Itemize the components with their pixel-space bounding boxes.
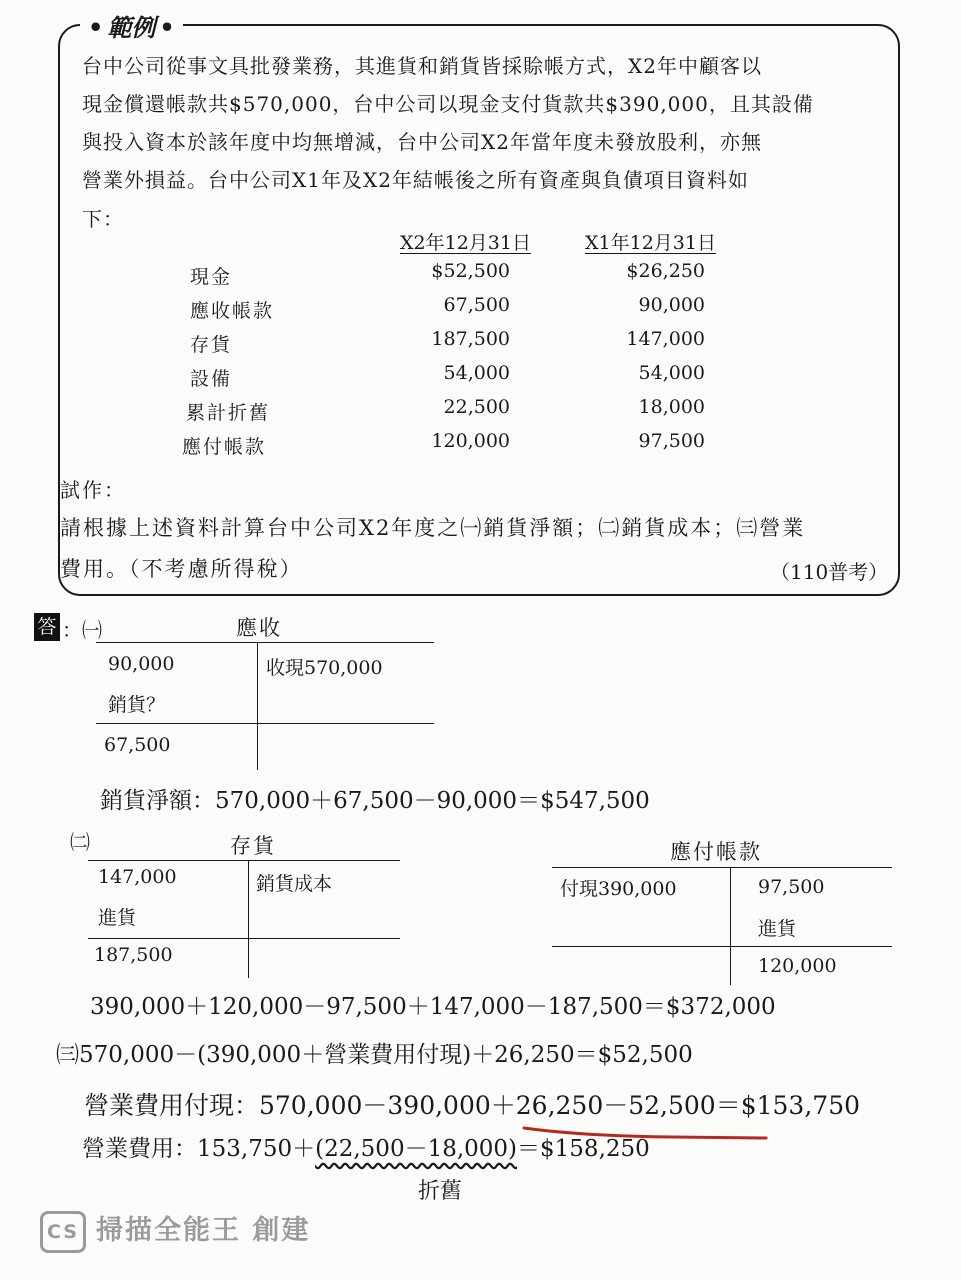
payables-ending: 120,000 <box>758 955 837 977</box>
net-sales-calculation: 銷貨淨額：570,000＋67,500－90,000＝$547,500 <box>100 788 650 814</box>
row-label: 累計折舊 <box>186 402 271 424</box>
t-account-divider <box>248 860 249 978</box>
t-account-top-rule <box>552 867 892 868</box>
t-account-balance-rule <box>552 946 892 947</box>
operating-expense-line <box>82 1130 650 1163</box>
payables-paid: 付現390,000 <box>560 878 677 900</box>
t-account-top-rule <box>96 642 434 643</box>
t-account-title: 應付帳款 <box>670 840 762 864</box>
row-label: 現金 <box>190 266 233 288</box>
scanner-watermark <box>40 1208 310 1253</box>
paragraph-line-1: 台中公司從事文具批發業務，其進貨和銷貨皆採賒帳方式，X2年中顧客以 <box>82 54 762 78</box>
row-value-x2: 54,000 <box>443 362 510 384</box>
question-line-2: 費用。（不考慮所得稅） <box>60 557 303 581</box>
inventory-purchases: 進貨 <box>98 907 137 929</box>
answer-badge: 答 <box>34 613 60 641</box>
paragraph-line-4: 營業外損益。台中公司X1年及X2年結帳後之所有資產與負債項目資料如 <box>82 168 749 192</box>
depreciation-term: (22,500－18,000) <box>315 1136 518 1162</box>
row-label: 應付帳款 <box>182 436 267 458</box>
row-value-x1: $26,250 <box>626 260 705 282</box>
row-value-x1: 54,000 <box>638 362 705 384</box>
row-label: 應收帳款 <box>190 300 275 322</box>
row-value-x1: 147,000 <box>626 328 705 350</box>
operating-expense-prefix: 營業費用：153,750＋ <box>82 1136 316 1162</box>
row-value-x1: 90,000 <box>638 294 705 316</box>
cash-reconciliation-line: ㈢570,000－(390,000＋營業費用付現)＋26,250＝$52,500 <box>56 1042 693 1068</box>
t-account-title: 存貨 <box>230 834 276 858</box>
paragraph-line-2: 現金償還帳款共$570,000，台中公司以現金支付貨款共$390,000，且其設備 <box>82 92 814 116</box>
question-line-1: 請根據上述資料計算台中公司X2年度之㈠銷貨淨額；㈡銷貨成本；㈢營業 <box>60 516 806 540</box>
row-value-x2: 22,500 <box>443 396 510 418</box>
t-account-title: 應收 <box>236 616 282 640</box>
t-account-top-rule <box>88 860 400 861</box>
debit-opening: 90,000 <box>108 653 175 675</box>
row-value-x2: 120,000 <box>431 430 510 452</box>
watermark-text: 掃描全能王 創建 <box>96 1215 311 1246</box>
example-tag: • 範例 • <box>80 8 183 43</box>
try-label: 試作： <box>60 478 126 502</box>
debit-ending: 67,500 <box>104 734 171 756</box>
column-header-x1: X1年12月31日 <box>585 232 716 254</box>
depreciation-note: 折舊 <box>418 1179 463 1204</box>
part1-marker: ：㈠ <box>62 618 102 642</box>
row-label: 存貨 <box>190 334 233 356</box>
debit-sales: 銷貨？ <box>108 694 166 716</box>
operating-expense-result: ＝$158,250 <box>517 1136 650 1162</box>
t-account-divider <box>730 867 731 985</box>
row-value-x2: 187,500 <box>431 328 510 350</box>
row-value-x1: 97,500 <box>638 430 705 452</box>
inventory-cogs: 銷貨成本 <box>256 873 333 895</box>
cogs-calculation: 390,000＋120,000－97,500＋147,000－187,500＝$372,000 <box>90 994 776 1020</box>
t-account-divider <box>257 642 258 770</box>
column-header-x2: X2年12月31日 <box>400 232 531 254</box>
part2-marker: ㈡ <box>70 830 90 854</box>
paragraph-line-3: 與投入資本於該年度中均無增減，台中公司X2年當年度未發放股利，亦無 <box>82 130 762 154</box>
inventory-ending: 187,500 <box>94 944 173 966</box>
credit-collection: 收現570,000 <box>266 657 383 679</box>
payables-purchases: 進貨 <box>758 918 797 940</box>
row-value-x2: 67,500 <box>443 294 510 316</box>
row-value-x1: 18,000 <box>638 396 705 418</box>
t-account-balance-rule <box>96 723 434 724</box>
t-account-balance-rule <box>88 938 400 939</box>
row-label: 設備 <box>190 368 233 390</box>
row-value-x2: $52,500 <box>431 260 510 282</box>
source-citation: （110普考） <box>770 560 889 584</box>
paragraph-line-5: 下： <box>82 207 124 231</box>
camscanner-icon: CS <box>40 1211 86 1253</box>
operating-expense-cash-line: 營業費用付現：570,000－390,000＋26,250－52,500＝$153,750 <box>84 1091 861 1120</box>
payables-opening: 97,500 <box>758 876 825 898</box>
inventory-opening: 147,000 <box>98 866 177 888</box>
